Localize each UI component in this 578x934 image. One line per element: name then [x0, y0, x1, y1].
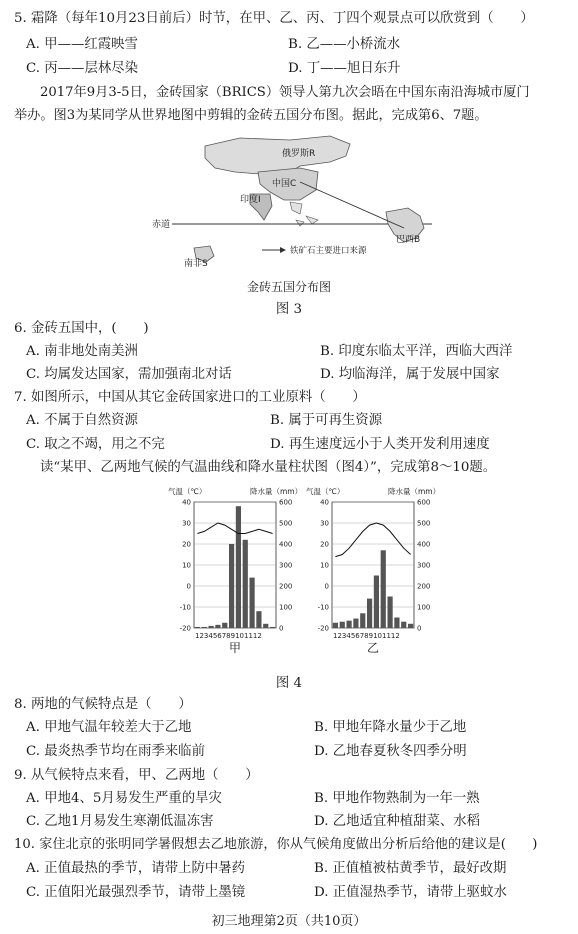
intro-8-10: 读“某甲、乙两地气候的气温曲线和降水量柱状图（图4）”，完成第8～10题。	[40, 460, 497, 475]
yi-precip-bar-4	[353, 619, 358, 628]
jia-precip-bar-2	[202, 627, 207, 628]
southeast-asia-shape	[290, 202, 318, 226]
yi-precip-tick-1: 500	[417, 519, 431, 528]
q8-option-b: B. 甲地年降水量少于乙地	[314, 720, 467, 735]
label-russia: 俄罗斯R	[282, 149, 316, 159]
russia-shape	[205, 136, 350, 174]
legend-label: 铁矿石主要进口来源	[290, 246, 367, 256]
jia-precip-tick-5: 100	[279, 603, 293, 612]
map-caption: 金砖五国分布图	[246, 280, 331, 294]
yi-temp-tick-2: 20	[320, 540, 329, 549]
yi-precip-bar-3	[346, 621, 351, 628]
jia-precip-bar-6	[229, 544, 234, 628]
label-china: 中国C	[272, 179, 297, 189]
yi-precip-bar-6	[367, 599, 372, 628]
label-india: 印度I	[240, 195, 261, 205]
jia-precip-tick-6: 0	[279, 624, 284, 633]
q9-option-b: B. 甲地作物熟制为一年一熟	[314, 791, 480, 806]
yi-temp-curve	[335, 523, 410, 557]
q9-option-c: C. 乙地1月易发生寒潮低温冻害	[26, 814, 214, 829]
yi-precip-axis-title: 降水量（mm）	[388, 487, 441, 496]
jia-temp-tick-4: 0	[186, 582, 191, 591]
jia-precip-tick-2: 400	[279, 540, 293, 549]
figure-3-label: 图 3	[275, 302, 303, 317]
q10-stem: 10. 家住北京的张明同学暑假想去乙地旅游，你从气候角度做出分析后给他的建议是( )	[14, 837, 538, 852]
page-footer: 初三地理第2页（共10页）	[211, 914, 367, 929]
label-equator: 赤道	[152, 220, 171, 230]
jia-precip-tick-3: 300	[279, 561, 293, 570]
yi-precip-tick-4: 200	[417, 582, 431, 591]
yi-precip-tick-6: 0	[417, 624, 422, 633]
q7-stem: 7. 如图所示，中国从其它金砖国家进口的工业原料（ ）	[14, 390, 366, 405]
q7-option-a: A. 不属于自然资源	[26, 413, 138, 428]
q5-stem: 5. 霜降（每年10月23日前后）时节，在甲、乙、丙、丁四个观景点可以欣赏到（ ）	[14, 11, 534, 26]
jia-chart-title: 甲	[228, 641, 242, 655]
intro-6-7-line-1: 2017年9月3-5日，金砖国家（BRICS）领导人第九次会晤在中国东南沿海城市厦门	[40, 85, 530, 100]
intro-6-7-line-2: 举办。图3为某同学从世界地图中剪辑的金砖五国分布图。据此，完成第6、7题。	[14, 108, 488, 123]
jia-temp-tick-6: -20	[179, 624, 191, 633]
jia-precip-bar-12	[270, 627, 275, 628]
q6-option-d: D. 均临海洋，属于发展中国家	[320, 367, 500, 382]
jia-temp-tick-1: 30	[182, 519, 191, 528]
label-brazil: 巴西B	[396, 235, 421, 245]
q5-option-a: A. 甲——红霞映雪	[26, 37, 138, 52]
q10-option-a: A. 正值最热的季节，请带上防中暑药	[26, 861, 246, 876]
figure-4-label: 图 4	[275, 676, 303, 691]
legend-arrow-head	[280, 247, 286, 253]
jia-precip-axis-title: 降水量（mm）	[250, 487, 303, 496]
q6-option-a: A. 南非地处南美洲	[26, 344, 138, 359]
jia-precip-bar-9	[249, 578, 254, 628]
q6-option-c: C. 均属发达国家，需加强南北对话	[26, 367, 232, 382]
jia-precip-tick-4: 200	[279, 582, 293, 591]
q5-option-b: B. 乙——小桥流水	[288, 37, 401, 52]
q10-option-b: B. 正值植被枯黄季节，最好改期	[314, 861, 507, 876]
jia-precip-bar-5	[222, 623, 227, 628]
q9-option-a: A. 甲地4、5月易发生严重的旱灾	[26, 791, 222, 806]
chart-jia	[168, 486, 302, 655]
jia-temp-tick-5: -10	[179, 603, 191, 612]
yi-precip-bar-2	[340, 622, 345, 628]
jia-precip-bar-1	[195, 627, 200, 628]
yi-chart-title: 乙	[366, 641, 380, 655]
q7-option-c: C. 取之不竭，用之不完	[26, 437, 165, 452]
jia-precip-bar-4	[215, 625, 220, 628]
q9-stem: 9. 从气候特点来看，甲、乙两地（ ）	[14, 768, 259, 783]
jia-precip-bar-3	[208, 626, 213, 628]
q6-stem: 6. 金砖五国中，( )	[14, 321, 149, 336]
yi-precip-bar-5	[360, 613, 365, 628]
q8-stem: 8. 两地的气候特点是（ ）	[14, 697, 192, 712]
jia-month-ticks: 123456789101112	[195, 632, 262, 640]
yi-temp-tick-5: -10	[317, 603, 329, 612]
yi-precip-bar-1	[333, 623, 338, 628]
jia-temp-tick-3: 10	[182, 561, 191, 570]
yi-precip-tick-0: 600	[417, 498, 431, 507]
jia-precip-bar-10	[256, 611, 261, 628]
jia-temp-curve	[197, 523, 272, 534]
yi-precip-bar-9	[387, 597, 392, 629]
climate-charts	[0, 480, 578, 680]
q10-option-d: D. 正值湿热季节，请带上驱蚊水	[314, 885, 507, 900]
q5-option-d: D. 丁——旭日东升	[288, 61, 401, 76]
yi-precip-tick-2: 400	[417, 540, 431, 549]
yi-precip-tick-5: 100	[417, 603, 431, 612]
jia-precip-bar-7	[236, 506, 241, 628]
chart-yi	[306, 486, 440, 655]
q10-option-c: C. 正值阳光最强烈季节，请带上墨镜	[26, 885, 246, 900]
yi-temp-tick-3: 10	[320, 561, 329, 570]
yi-temp-tick-1: 30	[320, 519, 329, 528]
yi-month-ticks: 123456789101112	[333, 632, 400, 640]
jia-precip-tick-1: 500	[279, 519, 293, 528]
q8-option-d: D. 乙地春夏秋冬四季分明	[314, 744, 467, 759]
brics-map	[0, 128, 578, 288]
q5-option-c: C. 丙——层林尽染	[26, 61, 139, 76]
label-south-africa: 南非S	[184, 259, 208, 269]
jia-temp-tick-0: 40	[182, 498, 191, 507]
yi-temp-tick-0: 40	[320, 498, 329, 507]
q7-option-d: D. 再生速度远小于人类开发利用速度	[270, 437, 490, 452]
jia-temp-axis-title: 气温（℃）	[168, 487, 207, 496]
yi-precip-bar-8	[381, 550, 386, 628]
yi-precip-tick-3: 300	[417, 561, 431, 570]
jia-precip-bar-8	[243, 540, 248, 628]
q8-option-c: C. 最炎热季节均在雨季来临前	[26, 744, 205, 759]
yi-temp-tick-4: 0	[324, 582, 329, 591]
yi-precip-bar-11	[401, 622, 406, 628]
jia-precip-bar-11	[263, 624, 268, 628]
yi-precip-bar-12	[408, 624, 413, 628]
yi-precip-bar-7	[374, 576, 379, 629]
jia-temp-tick-2: 20	[182, 540, 191, 549]
jia-precip-tick-0: 600	[279, 498, 293, 507]
q7-option-b: B. 属于可再生资源	[270, 413, 383, 428]
q8-option-a: A. 甲地气温年较差大于乙地	[26, 720, 192, 735]
q9-option-d: D. 乙地适宜种植甜菜、水稻	[314, 814, 481, 829]
yi-temp-axis-title: 气温（℃）	[306, 487, 345, 496]
q6-option-b: B. 印度东临太平洋，西临大西洋	[320, 344, 513, 359]
yi-temp-tick-6: -20	[317, 624, 329, 633]
yi-precip-bar-10	[394, 618, 399, 629]
